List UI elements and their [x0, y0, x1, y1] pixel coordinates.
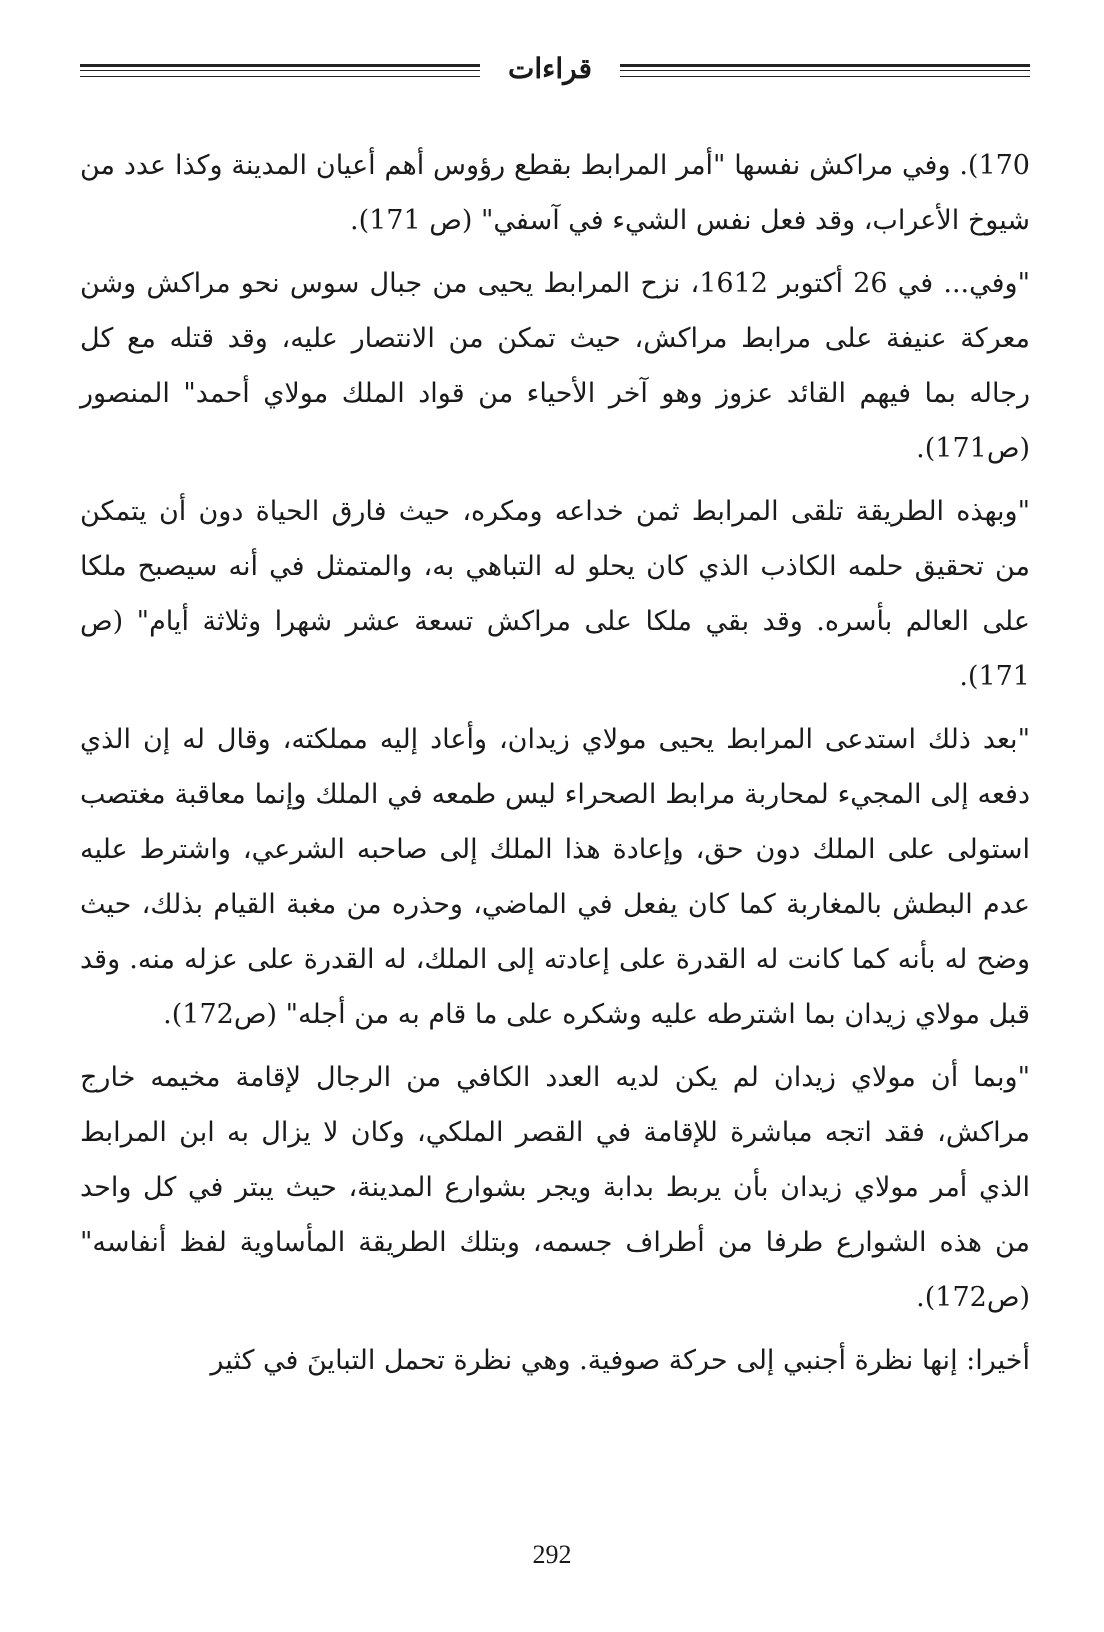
header-rule-left — [80, 64, 480, 77]
paragraph-4: "بعد ذلك استدعى المرابط يحيى مولاي زيدان، وأعاد إليه مملكته، وقال له إن الذي دفعه إلى المجيء لمحاربة مرابط الصحراء ليس طمعه في الملك وإنما معاقبة مغتصب استولى على الملك دون حق، وإعادة هذا الملك إلى صاحبه الشرعي، واشترط عليه عدم البطش بالمغاربة كما كان يفعل في الماضي، وحذره من مغبة القيام بذلك، حيث وضح له بأنه كما كانت له القدرة على إعادته إلى الملك، له القدرة على عزله منه. وقد قبل مولاي زيدان بما اشترطه عليه وشكره على ما قام به من أجله" (ص172). — [80, 724, 1030, 1030]
page-number: 292 — [532, 1540, 572, 1569]
page-header — [80, 52, 1030, 92]
running-header-title: قراءات — [508, 52, 592, 85]
body-text — [80, 138, 1030, 1396]
paragraph-2: "وفي... في 26 أكتوبر 1612، نزح المرابط يحيى من جبال سوس نحو مراكش وشن معركة عنيفة على مرابط مراكش، حيث تمكن من الانتصار عليه، وقد قتله مع كل رجاله بما فيهم القائد عزوز وهو آخر الأحياء من قواد الملك مولاي أحمد" المنصور (ص171). — [80, 268, 1030, 464]
paragraph-1: 170). وفي مراكش نفسها "أمر المرابط بقطع رؤوس أهم أعيان المدينة وكذا عدد من شيوخ الأعراب، وقد فعل نفس الشيء في آسفي" (ص 171). — [80, 150, 1030, 236]
paragraph-3: "وبهذه الطريقة تلقى المرابط ثمن خداعه ومكره، حيث فارق الحياة دون أن يتمكن من تحقيق حلمه الكاذب الذي كان يحلو له التباهي به، والمتمثل في أنه سيصبح ملكا على العالم بأسره. وقد بقي ملكا على مراكش تسعة عشر شهرا وثلاثة أيام" (ص 171). — [80, 496, 1030, 692]
header-rule-right — [620, 64, 1030, 77]
paragraph-5: "وبما أن مولاي زيدان لم يكن لديه العدد الكافي من الرجال لإقامة مخيمه خارج مراكش، فقد اتجه مباشرة للإقامة في القصر الملكي، وكان لا يزال به ابن المرابط الذي أمر مولاي زيدان بأن يربط بدابة ويجر بشوارع المدينة، حيث يبتر في كل واحد من هذه الشوارع طرفا من أطراف جسمه، وبتلك الطريقة المأساوية لفظ أنفاسه" (ص172). — [80, 1062, 1030, 1313]
paragraph-6: أخيرا: إنها نظرة أجنبي إلى حركة صوفية. وهي نظرة تحمل التباينَ في كثير — [210, 1345, 1030, 1376]
